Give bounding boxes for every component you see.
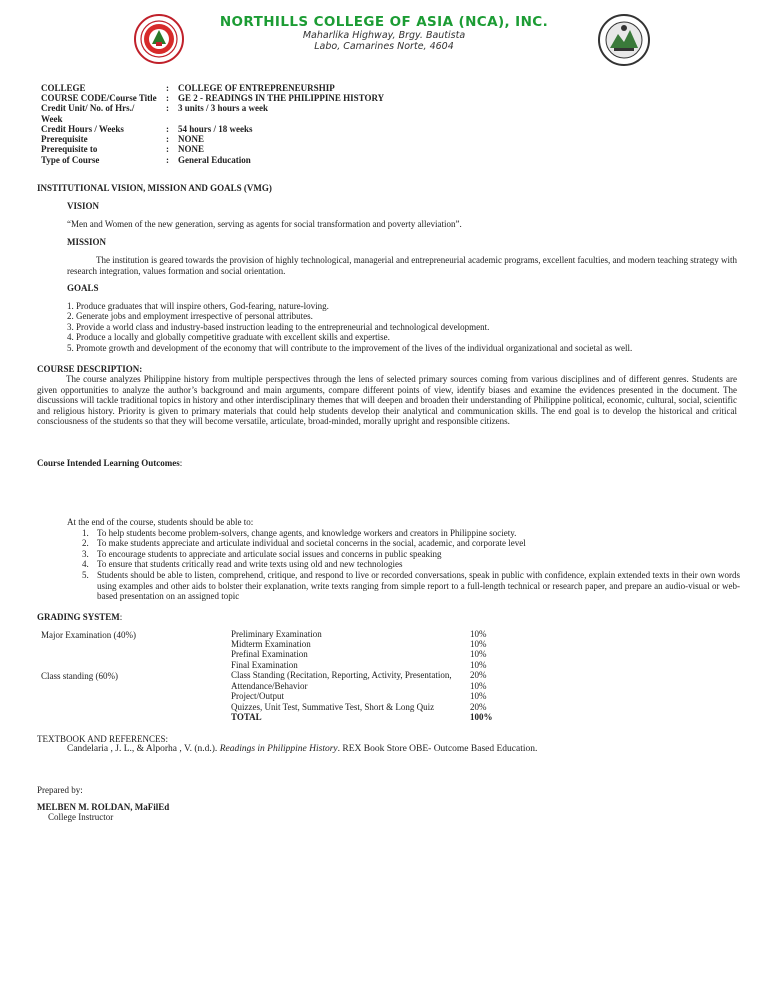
info-value: General Education xyxy=(178,155,251,165)
info-value: NONE xyxy=(178,134,205,144)
grading-total-pct: 100% xyxy=(470,712,493,722)
clo-num: 4. xyxy=(82,559,89,569)
reference-rest: . REX Book Store OBE- Outcome Based Education. xyxy=(337,744,538,754)
clo-text: To help students become problem-solvers, change agents, and knowledge workers and creators in Philippine society. xyxy=(97,528,517,538)
goal-item: 2. Generate jobs and employment irrespective of personal attributes. xyxy=(67,311,313,321)
grading-pct: 10% xyxy=(470,629,487,639)
grading-heading-colon: : xyxy=(119,612,123,622)
clo-num: 3. xyxy=(82,549,89,559)
references-heading: TEXTBOOK AND REFERENCES: xyxy=(37,734,169,744)
goal-item: 1. Produce graduates that will inspire others, God-fearing, nature-loving. xyxy=(67,301,329,311)
mission-text: The institution is geared towards the provision of highly technological, managerial and entrepreneurial academic programs, excellent faculties, and modern teaching strategy with research integration, values formation and social orientation. xyxy=(67,255,737,276)
info-label: COLLEGE xyxy=(41,83,86,93)
clo-num: 2. xyxy=(82,538,89,548)
info-label: Credit Hours / Weeks xyxy=(41,124,124,134)
clo-intro: At the end of the course, students should be able to: xyxy=(67,517,254,527)
grading-item: Prefinal Examination xyxy=(231,649,308,659)
vision-text: “Men and Women of the new generation, serving as agents for social transformation and poverty alleviation”. xyxy=(67,219,462,229)
clo-text: To make students appreciate and articulate individual and societal concerns in the social, academic, and corporate level xyxy=(97,538,526,548)
reference-authors: Candelaria , J. L., & Alporha , V. (n.d.). xyxy=(67,744,220,754)
prepared-by: Prepared by: xyxy=(37,785,83,795)
info-value: NONE xyxy=(178,144,205,154)
info-label: Prerequisite xyxy=(41,134,88,144)
grading-pct: 10% xyxy=(470,691,487,701)
clo-heading-text: Course Intended Learning Outcomes xyxy=(37,458,180,468)
info-label: Prerequisite to xyxy=(41,144,98,154)
goals-heading: GOALS xyxy=(67,283,99,293)
grading-item: Midterm Examination xyxy=(231,639,311,649)
grading-item: Attendance/Behavior xyxy=(231,681,308,691)
clo-num: 1. xyxy=(82,528,89,538)
info-value: COLLEGE OF ENTREPRENEURSHIP xyxy=(178,83,335,93)
goal-item: 3. Provide a world class and industry-based instruction leading to the entrepreneurial and technological development. xyxy=(67,322,490,332)
grading-pct: 20% xyxy=(470,702,487,712)
grading-item: Quizzes, Unit Test, Summative Test, Short & Long Quiz xyxy=(231,702,435,712)
info-label: Type of Course xyxy=(41,155,100,165)
reference-entry xyxy=(67,744,537,755)
course-description-text: The course analyzes Philippine history from multiple perspectives through the lens of selected primary sources coming from various disciplines and of different genres. Students are given opportunities to analyze the author’s background and main arguments, compare different points of view, identify biases and examine the evidences presented in the document. The discussions will tackle traditional topics in history and other interdisciplinary themes that will deepen and broaden their understanding of Philippine political, economic, cultural, social, scientific and religious history. Priority is given to primary materials that could help students develop their analytical and communication skills. The end goal is to develop the historical and critical consciousness of the students so that they will become versatile, articulate, broad-minded, morally upright and responsible citizens. xyxy=(37,374,737,426)
major-exam-label: Major Examination (40%) xyxy=(41,630,136,640)
preparer-position: College Instructor xyxy=(48,812,114,822)
grading-heading xyxy=(37,612,122,623)
grading-pct: 10% xyxy=(470,681,487,691)
grading-item: Preliminary Examination xyxy=(231,629,322,639)
clo-num: 5. xyxy=(82,570,89,580)
mission-heading: MISSION xyxy=(67,237,107,247)
clo-text: Students should be able to listen, comprehend, critique, and respond to live or recorded conversations, speak in public with confidence, explain extended texts in their own words using examples and other aids to bolster their explanation, write texts ranging from simple report to a full-length technical or research paper, and prepare an audio-visual or web-based presentation on an assigned topic xyxy=(97,570,740,601)
reference-title: Readings in Philippine History xyxy=(219,744,338,754)
grading-pct: 10% xyxy=(470,639,487,649)
info-value: GE 2 - READINGS IN THE PHILIPPINE HISTORY xyxy=(178,93,385,103)
college-name: NORTHILLS COLLEGE OF ASIA (NCA), INC. xyxy=(219,14,549,30)
grading-item: Class Standing (Recitation, Reporting, Activity, Presentation, xyxy=(231,670,452,680)
grading-pct: 10% xyxy=(470,660,487,670)
vmg-heading: INSTITUTIONAL VISION, MISSION AND GOALS (VMG) xyxy=(37,183,272,193)
address-line-2: Labo, Camarines Norte, 4604 xyxy=(314,41,454,52)
clo-heading xyxy=(37,458,182,469)
goal-item: 4. Produce a locally and globally competitive graduate with excellent skills and expertise. xyxy=(67,332,390,342)
grading-item: Final Examination xyxy=(231,660,298,670)
grading-item: Project/Output xyxy=(231,691,284,701)
course-description-heading: COURSE DESCRIPTION: xyxy=(37,364,143,374)
clo-text: To encourage students to appreciate and articulate social issues and concerns in public speaking xyxy=(97,549,442,559)
preparer-name: MELBEN M. ROLDAN, MaFilEd xyxy=(37,802,170,812)
class-standing-label: Class standing (60%) xyxy=(41,671,118,681)
info-label: COURSE CODE/Course Title xyxy=(41,93,157,103)
clo-text: To ensure that students critically read and write texts using old and new technologies xyxy=(97,559,403,569)
grading-heading-text: GRADING SYSTEM xyxy=(37,612,120,622)
grading-pct: 10% xyxy=(470,649,487,659)
vision-heading: VISION xyxy=(67,201,100,211)
info-label: Credit Unit/ No. of Hrs./ Week xyxy=(41,103,135,124)
info-value: 3 units / 3 hours a week xyxy=(178,103,269,113)
clo-heading-colon: : xyxy=(179,458,183,468)
grading-total-label: TOTAL xyxy=(231,712,262,722)
goal-item: 5. Promote growth and development of the economy that will contribute to the improvement of the lives of the individual organizational and societal as well. xyxy=(67,343,633,353)
info-value: 54 hours / 18 weeks xyxy=(178,124,253,134)
address-line-1: Maharlika Highway, Brgy. Bautista xyxy=(302,30,466,41)
grading-pct: 20% xyxy=(470,670,487,680)
